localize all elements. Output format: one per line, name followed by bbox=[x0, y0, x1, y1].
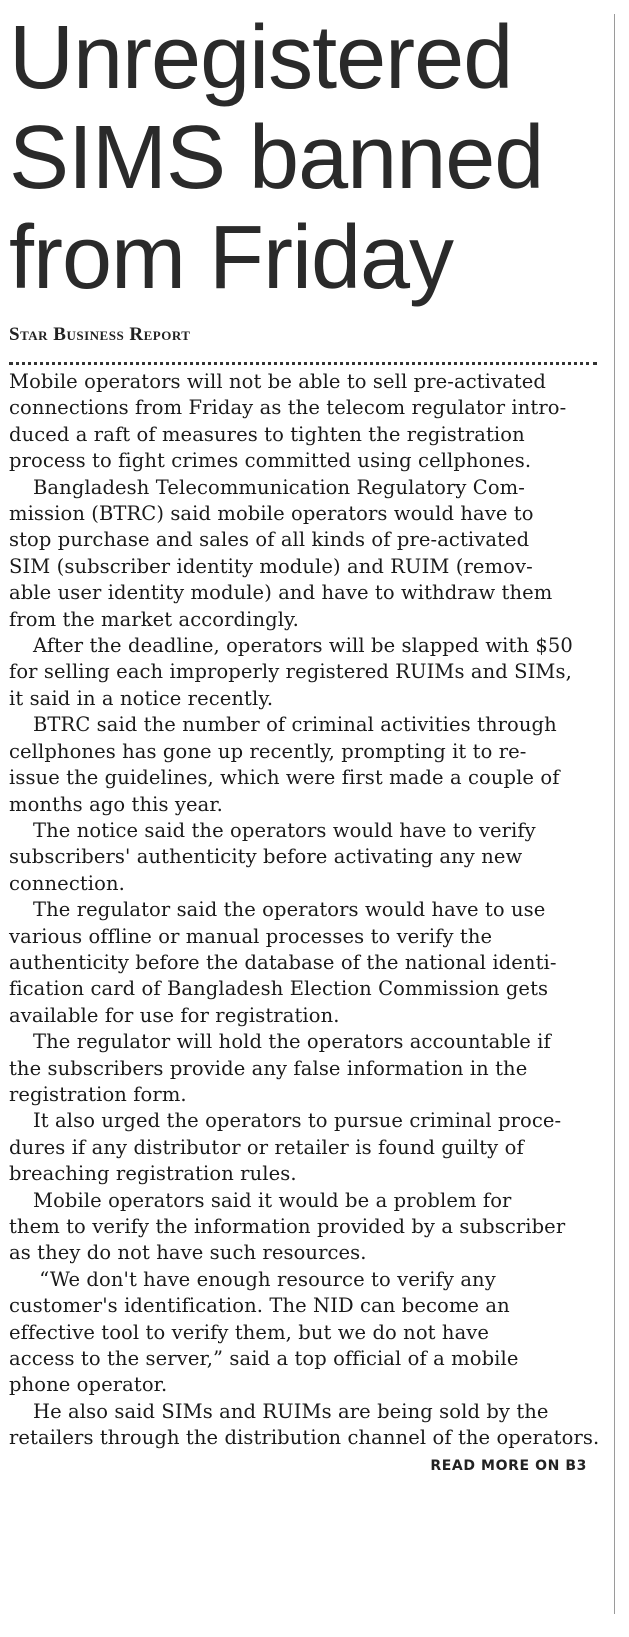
paragraph-line: available for use for registration. bbox=[9, 1003, 340, 1027]
paragraph-line: duced a raft of measures to tighten the registration bbox=[9, 422, 525, 446]
paragraph-line: The notice said the operators would have to verify bbox=[33, 818, 536, 842]
paragraph-line: cellphones has gone up recently, prompting it to re- bbox=[9, 739, 527, 763]
headline-line: from Friday bbox=[9, 208, 454, 308]
paragraph-line: able user identity module) and have to withdraw them bbox=[9, 581, 553, 605]
paragraph-line: effective tool to verify them, but we do not have bbox=[9, 1320, 490, 1344]
paragraph-line: for selling each improperly registered RUIMs and SIMs, bbox=[9, 660, 572, 684]
paragraph-line: stop purchase and sales of all kinds of pre-activated bbox=[9, 528, 530, 552]
paragraph-line: process to fight crimes committed using cellphones. bbox=[9, 449, 532, 473]
paragraph-line: BTRC said the number of criminal activities through bbox=[33, 713, 557, 737]
paragraph-line: SIM (subscriber identity module) and RUIM (remov- bbox=[9, 554, 533, 578]
article-paragraph bbox=[9, 1188, 601, 1267]
paragraph-line: the subscribers provide any false information in the bbox=[9, 1056, 528, 1080]
article-paragraph bbox=[9, 1399, 601, 1452]
paragraph-line: it said in a notice recently. bbox=[9, 686, 274, 710]
article-paragraph bbox=[9, 712, 601, 818]
article-paragraph bbox=[9, 897, 601, 1029]
paragraph-line: “We don't have enough resource to verify any bbox=[33, 1267, 496, 1291]
paragraph-line: authenticity before the database of the national identi- bbox=[9, 950, 557, 974]
article-paragraph bbox=[9, 369, 601, 475]
paragraph-line: access to the server,” said a top official of a mobile bbox=[9, 1347, 519, 1371]
article-body bbox=[9, 369, 601, 1452]
paragraph-line: It also urged the operators to pursue criminal proce- bbox=[33, 1109, 562, 1133]
headline-line: SIMS banned bbox=[9, 108, 544, 208]
article-paragraph bbox=[9, 1267, 601, 1399]
paragraph-line: fication card of Bangladesh Election Commission gets bbox=[9, 977, 549, 1001]
paragraph-line: dures if any distributor or retailer is found guilty of bbox=[9, 1135, 524, 1159]
paragraph-line: months ago this year. bbox=[9, 792, 223, 816]
paragraph-line: He also said SIMs and RUIMs are being sold by the bbox=[33, 1399, 549, 1423]
paragraph-line: connections from Friday as the telecom regulator intro- bbox=[9, 396, 567, 420]
paragraph-line: The regulator said the operators would have to use bbox=[33, 898, 546, 922]
paragraph-line: customer's identification. The NID can become an bbox=[9, 1294, 510, 1318]
paragraph-line: retailers through the distribution channel of the operators. bbox=[9, 1426, 600, 1450]
article-paragraph bbox=[9, 1029, 601, 1108]
paragraph-line: subscribers' authenticity before activating any new bbox=[9, 845, 523, 869]
paragraph-line: registration form. bbox=[9, 1082, 187, 1106]
article-paragraph bbox=[9, 475, 601, 633]
byline: Star Business Report bbox=[9, 324, 191, 345]
paragraph-line: Mobile operators will not be able to sell pre-activated bbox=[9, 370, 546, 393]
article-paragraph bbox=[9, 818, 601, 897]
paragraph-line: mission (BTRC) said mobile operators would have to bbox=[9, 502, 534, 526]
article-paragraph bbox=[9, 1108, 601, 1187]
read-more-link[interactable]: READ MORE ON B3 bbox=[430, 1457, 587, 1474]
paragraph-line: phone operator. bbox=[9, 1373, 168, 1397]
article bbox=[9, 0, 601, 1474]
dotted-divider bbox=[9, 362, 597, 365]
paragraph-line: them to verify the information provided by a subscriber bbox=[9, 1215, 566, 1238]
column-rule bbox=[614, 14, 615, 1614]
paragraph-line: Mobile operators said it would be a problem for bbox=[33, 1188, 512, 1212]
paragraph-line: After the deadline, operators will be slapped with $50 bbox=[33, 634, 573, 658]
paragraph-line: connection. bbox=[9, 871, 125, 895]
paragraph-line: various offline or manual processes to verify the bbox=[9, 924, 493, 948]
paragraph-line: issue the guidelines, which were first made a couple of bbox=[9, 766, 560, 790]
paragraph-line: The regulator will hold the operators accountable if bbox=[33, 1030, 551, 1054]
paragraph-line: as they do not have such resources. bbox=[9, 1241, 367, 1265]
headline-line: Unregistered bbox=[9, 8, 513, 108]
headline bbox=[9, 8, 601, 308]
paragraph-line: breaching registration rules. bbox=[9, 1162, 297, 1186]
article-paragraph bbox=[9, 633, 601, 712]
paragraph-line: from the market accordingly. bbox=[9, 607, 299, 631]
paragraph-line: Bangladesh Telecommunication Regulatory Com- bbox=[33, 475, 525, 499]
